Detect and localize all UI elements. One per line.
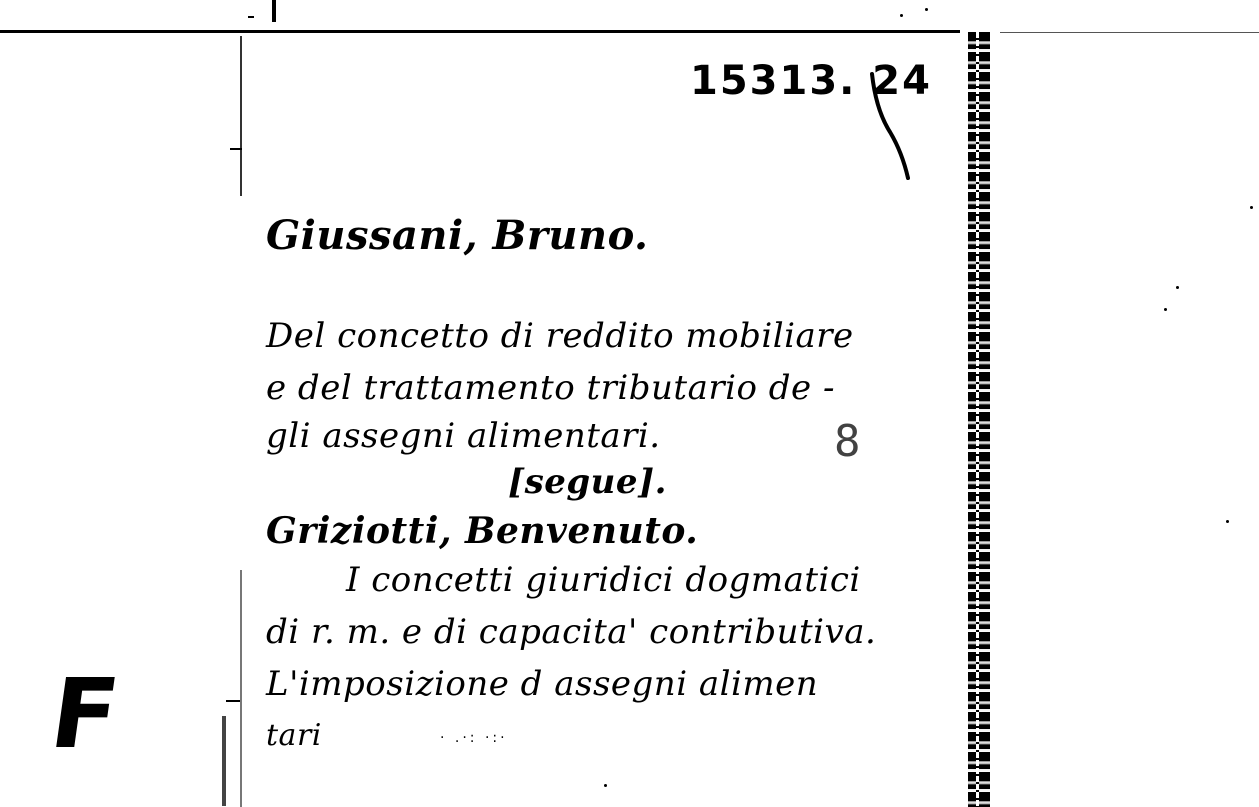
scan-noise-dot	[1226, 520, 1229, 523]
entry2-title-line-3: L'imposizione d assegni alimen	[266, 664, 819, 704]
scan-noise-dot	[604, 784, 607, 787]
left-card-edge	[240, 36, 242, 196]
left-notch-lower	[226, 700, 240, 702]
right-card-edge	[968, 32, 990, 807]
entry1-title-line-3: gli assegni alimentari.	[266, 416, 661, 456]
scan-noise-bottom: · .·: ·:·	[440, 730, 508, 746]
entry1-title-line-1: Del concetto di reddito mobiliare	[266, 316, 854, 356]
margin-letter: F	[44, 658, 126, 770]
top-rule-faint	[1000, 32, 1259, 33]
entry2-author: Griziotti, Benvenuto.	[266, 510, 699, 552]
entry2-title-line-1: I concetti giuridici dogmatici	[346, 560, 861, 600]
call-number-stroke	[868, 70, 918, 185]
scan-noise-dot	[1176, 286, 1179, 289]
top-rule	[0, 30, 960, 33]
entry1-note: [segue].	[508, 462, 667, 502]
top-tick	[272, 0, 276, 22]
top-tick-small	[248, 16, 254, 18]
scan-noise-dot	[1164, 308, 1167, 311]
entry1-title-line-2: e del trattamento tributario de -	[266, 368, 835, 408]
scan-noise-dot	[900, 14, 903, 17]
left-notch-lowest	[222, 716, 226, 806]
scan-noise-dot	[1250, 206, 1253, 209]
entry2-title-line-2: di r. m. e di capacita' contributiva.	[266, 612, 877, 652]
entry1-author: Giussani, Bruno.	[266, 212, 649, 259]
entry2-title-line-4: tari	[266, 718, 322, 753]
stamp-mark: 8	[834, 416, 861, 467]
left-notch-upper	[230, 148, 242, 150]
left-card-edge-lower	[240, 570, 242, 807]
call-number: 15313. 24	[690, 58, 932, 104]
right-card-edge-detail	[976, 32, 979, 807]
scan-noise-dot	[925, 8, 928, 11]
